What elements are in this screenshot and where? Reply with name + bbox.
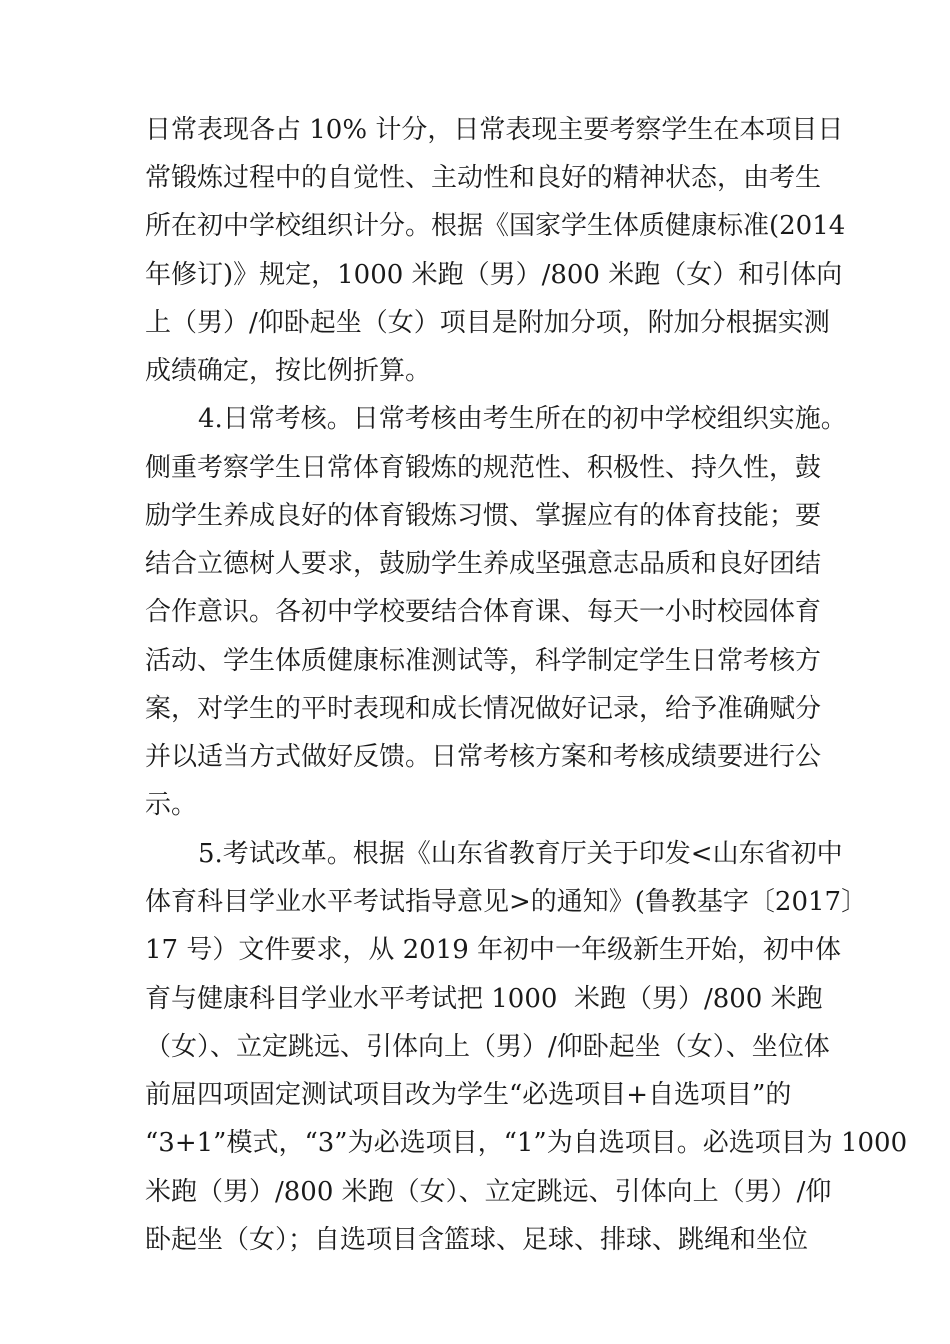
text-line: 励学生养成良好的体育锻炼习惯、掌握应有的体育技能；要 <box>145 501 822 531</box>
text-line: 结合立德树人要求，鼓励学生养成坚强意志品质和良好团结 <box>145 549 822 579</box>
text-line: 活动、学生体质健康标准测试等，科学制定学生日常考核方 <box>145 646 822 676</box>
text-line: 卧起坐（女）；自选项目含篮球、足球、排球、跳绳和坐位 <box>145 1225 809 1255</box>
text-line: 侧重考察学生日常体育锻炼的规范性、积极性、持久性，鼓 <box>145 453 822 483</box>
text-line: 案，对学生的平时表现和成长情况做好记录，给予准确赋分 <box>145 694 822 724</box>
text-line: 并以适当方式做好反馈。日常考核方案和考核成绩要进行公 <box>145 742 822 772</box>
text-line: 常锻炼过程中的自觉性、主动性和良好的精神状态，由考生 <box>145 163 822 193</box>
text-line: 5.考试改革。根据《山东省教育厅关于印发<山东省初中 <box>198 839 843 869</box>
text-line: 前屈四项固定测试项目改为学生“必选项目+自选项目”的 <box>145 1080 792 1110</box>
text-line: （女）、立定跳远、引体向上（男）/仰卧起坐（女）、坐位体 <box>145 1032 830 1062</box>
text-line: 育与健康科目学业水平考试把 1000 米跑（男）/800 米跑 <box>145 984 823 1014</box>
text-line: 体育科目学业水平考试指导意见>的通知》(鲁教基字〔2017〕 <box>145 887 868 917</box>
text-line: 示。 <box>145 790 198 820</box>
text-line: 17 号）文件要求，从 2019 年初中一年级新生开始，初中体 <box>145 935 842 965</box>
text-line: 4.日常考核。日常考核由考生所在的初中学校组织实施。 <box>198 404 847 434</box>
text-line: 所在初中学校组织计分。根据《国家学生体质健康标准(2014 <box>145 211 846 241</box>
text-line: 日常表现各占 10% 计分，日常表现主要考察学生在本项目日 <box>145 115 844 145</box>
text-line: “3+1”模式，“3”为必选项目，“1”为自选项目。必选项目为 1000 <box>145 1128 908 1158</box>
text-line: 米跑（男）/800 米跑（女）、立定跳远、引体向上（男）/仰 <box>145 1177 832 1207</box>
text-line: 上（男）/仰卧起坐（女）项目是附加分项，附加分根据实测 <box>145 308 830 338</box>
text-line: 年修订)》规定，1000 米跑（男）/800 米跑（女）和引体向 <box>145 260 843 290</box>
text-line: 成绩确定，按比例折算。 <box>145 356 432 386</box>
text-line: 合作意识。各初中学校要结合体育课、每天一小时校园体育 <box>145 597 822 627</box>
